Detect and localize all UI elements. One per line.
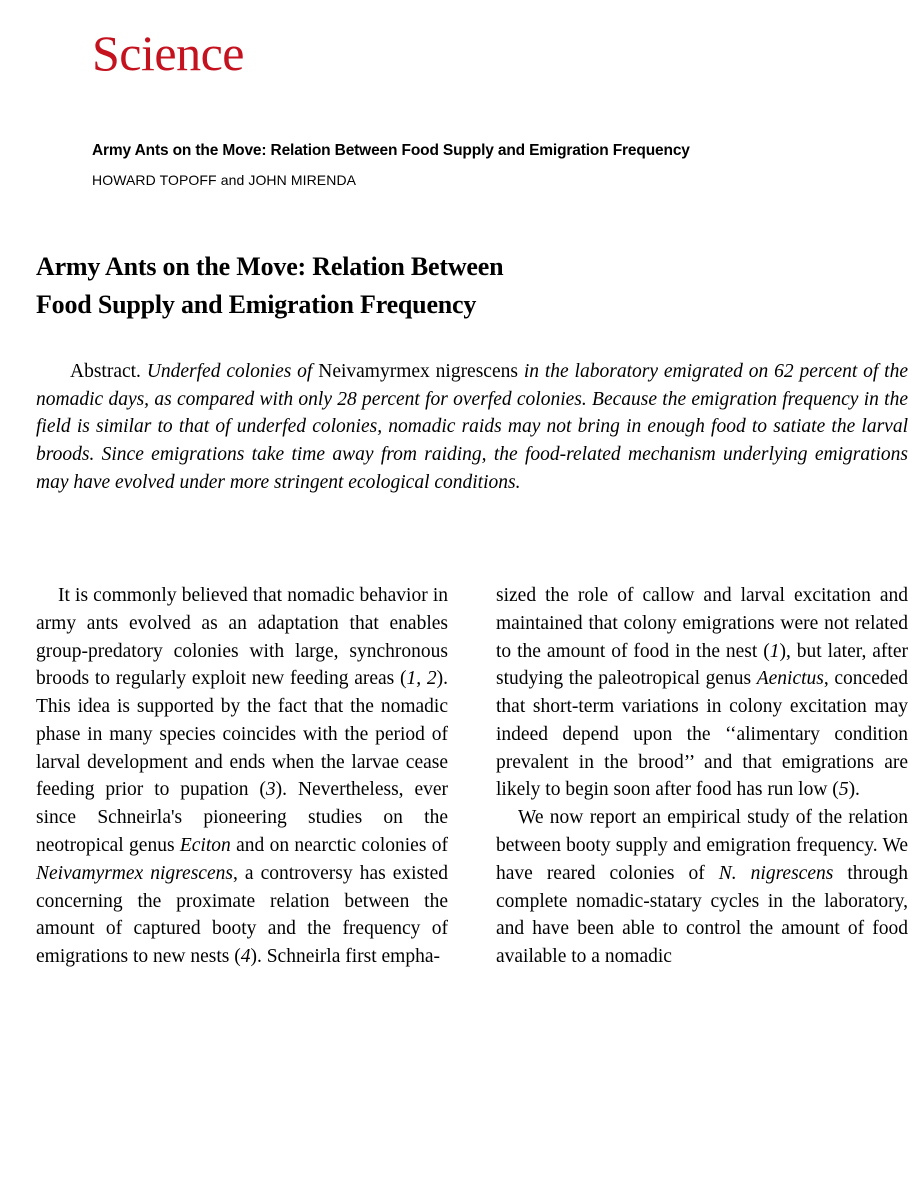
text-frag: We now report an empirical study of the relation between booty supply and emigration frequency. We have reared colonies of [496, 807, 908, 884]
column-left [36, 582, 448, 971]
paragraph-right-1 [496, 582, 908, 804]
text-frag: It is commonly believed that nomadic behavior in army ants evolved as an adaptation that enables group-predatory colonies with large, synchronous broods to regularly exploit new feeding areas ( [36, 585, 448, 690]
column-right [496, 582, 908, 971]
running-head-title: Army Ants on the Move: Relation Between Food Supply and Emigration Frequency [92, 142, 690, 159]
reference-3: 3 [265, 779, 276, 801]
genus-neivamyrmex: Neivamyrmex nigrescens [36, 862, 233, 884]
abstract-paragraph [36, 358, 908, 496]
text-frag: , a controversy has existed concerning the proximate relation between the amount of captured booty and the frequency of emigrations to new nests ( [36, 862, 448, 968]
abstract-label: Abstract. [70, 361, 141, 382]
author-byline: HOWARD TOPOFF and JOHN MIRENDA [92, 172, 357, 188]
reference-1b: 1 [769, 640, 780, 662]
text-frag: ). This idea is supported by the fact that the nomadic phase in many species coincides with the period of larval development and ends when the larvae cease feeding prior to pupation ( [36, 668, 448, 801]
text-frag: ), but later, after studying the paleotropical genus [496, 640, 908, 690]
genus-aenictus: Aenictus [756, 668, 824, 690]
abstract-part-3: in the laboratory emigrated on 62 percent of the nomadic days, as compared with only 28 percent for overfed colonies. Because the emigration frequency in the field is similar to that of underfed colonies, nomadic raids may not bring in enough food to satiate the larval broods. Since emigrations take time away from raiding, the food-related mechanism underlying emigrations may have evolved under more stringent ecological conditions. [36, 361, 908, 493]
text-frag: ). Schneirla first empha- [250, 946, 440, 968]
paragraph-left-1 [36, 582, 448, 971]
abstract-part-1: Underfed colonies of [146, 361, 313, 382]
article-title-line-1: Army Ants on the Move: Relation Between [36, 252, 504, 281]
reference-4: 4 [240, 946, 251, 968]
text-frag: , conceded that short-term variations in colony excitation may indeed depend upon the ‘‘alimentary condition prevalent in the brood’’ and that emigrations are likely to begin soon after food has run low ( [496, 668, 908, 801]
page-title [36, 248, 796, 323]
text-frag: and on nearctic colonies of [230, 835, 448, 857]
article-title-line-2: Food Supply and Emigration Frequency [36, 289, 477, 319]
paragraph-right-2 [496, 804, 908, 971]
species-abbrev: N. nigrescens [718, 862, 834, 884]
body-columns [36, 582, 908, 971]
text-frag: ). Nevertheless, ever since Schneirla's pioneering studies on the neotropical genus [36, 779, 448, 857]
genus-eciton: Eciton [179, 835, 231, 857]
reference-1: 1, 2 [406, 668, 437, 690]
reference-5: 5 [838, 779, 849, 801]
text-frag: sized the role of callow and larval excitation and maintained that colony emigrations were not related to the amount of food in the nest ( [496, 585, 908, 662]
abstract-species-name: Neivamyrmex nigrescens [318, 361, 518, 382]
text-frag: through complete nomadic-statary cycles in the laboratory, and have been able to control the amount of food available to a nomadic [496, 862, 908, 968]
journal-masthead: Science [92, 25, 244, 81]
text-frag: ). [848, 779, 860, 801]
